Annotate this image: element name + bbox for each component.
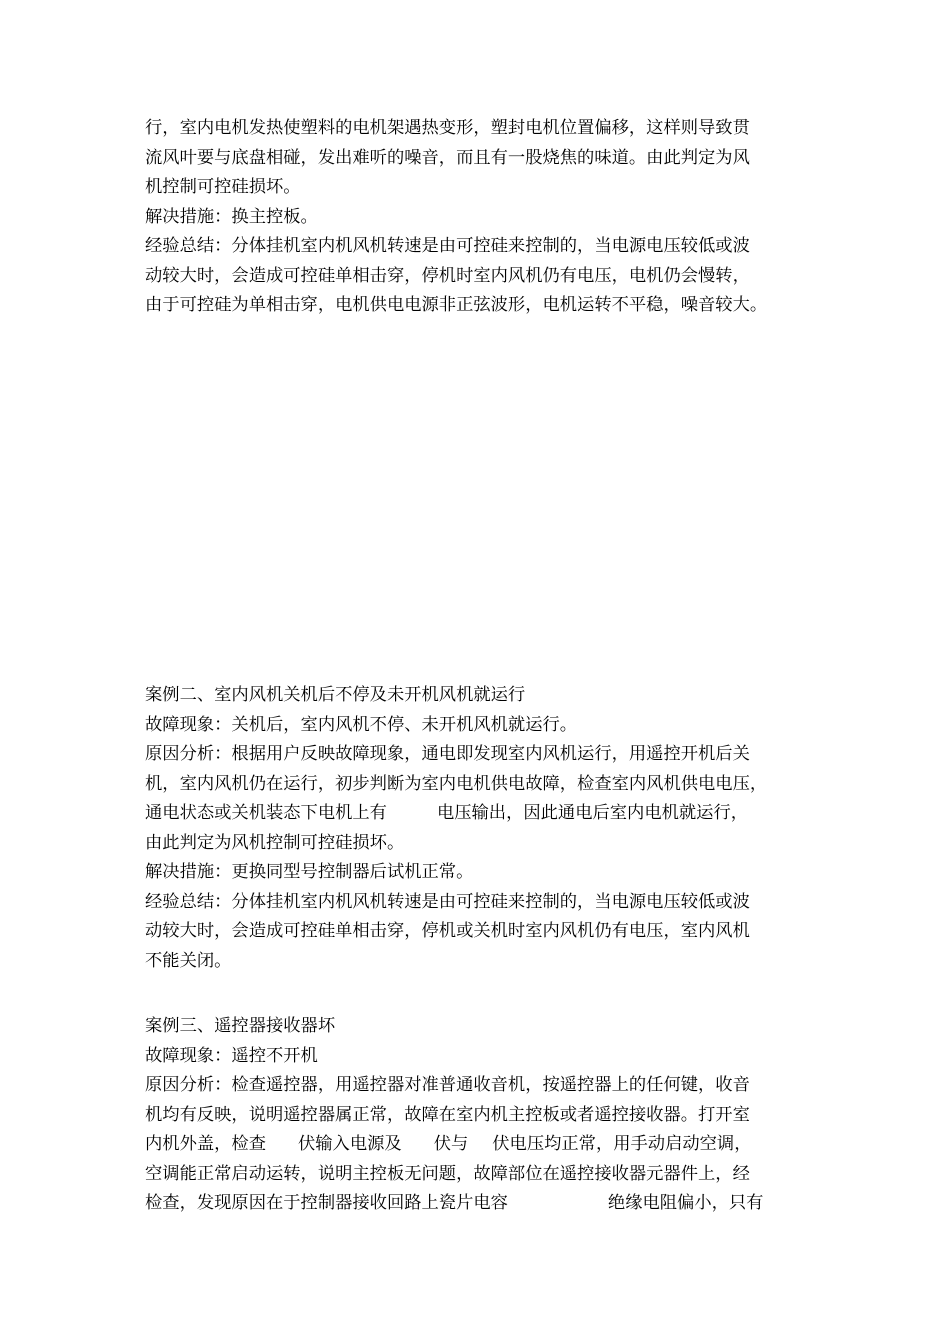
paragraph-line: 行，室内电机发热使塑料的电机架遇热变形，塑封电机位置偏移，这样则导致贯 bbox=[145, 118, 750, 138]
analysis-text: 伏电压均正常，用手动启动空调， bbox=[492, 1134, 752, 1154]
analysis-line: 机均有反映，说明遥控器属正常，故障在室内机主控板或者遥控接收器。打开室 bbox=[145, 1104, 750, 1125]
analysis-line: 原因分析：检查遥控器，用遥控器对准普通收音机，按遥控器上的任何键，收音 bbox=[145, 1075, 750, 1095]
section-case-3 bbox=[145, 1012, 815, 1219]
summary-line: 动较大时，会造成可控硅单相击穿，停机时室内风机仍有电压，电机仍会慢转， bbox=[145, 265, 750, 286]
case-title: 案例二、室内风机关机后不停及未开机风机就运行 bbox=[145, 685, 526, 705]
analysis-line bbox=[145, 1130, 815, 1160]
paragraph-line: 流风叶要与底盘相碰，发出难听的噪音，而且有一股烧焦的味道。由此判定为风 bbox=[145, 147, 750, 168]
solution-line: 解决措施：换主控板。 bbox=[145, 206, 318, 227]
analysis-text: 伏与 bbox=[433, 1134, 469, 1154]
summary-line: 经验总结：分体挂机室内机风机转速是由可控硅来控制的，当电源电压较低或波 bbox=[145, 236, 750, 256]
summary-line: 动较大时，会造成可控硅单相击穿，停机或关机时室内风机仍有电压，室内风机 bbox=[145, 921, 750, 941]
analysis-text: 电压输出，因此通电后室内电机就运行， bbox=[436, 803, 749, 823]
symptom-line: 故障现象：遥控不开机 bbox=[145, 1045, 318, 1066]
analysis-line bbox=[145, 1189, 815, 1219]
analysis-line: 原因分析：根据用户反映故障现象，通电即发现室内风机运行，用遥控开机后关 bbox=[145, 744, 750, 764]
analysis-text: 检查，发现原因在于控制器接收回路上瓷片电容 bbox=[145, 1193, 508, 1213]
section-1-continued bbox=[145, 114, 815, 321]
summary-line: 经验总结：分体挂机室内机风机转速是由可控硅来控制的，当电源电压较低或波 bbox=[145, 891, 750, 912]
analysis-line: 空调能正常启动运转，说明主控板无问题，故障部位在遥控接收器元器件上，经 bbox=[145, 1163, 750, 1184]
symptom-line: 故障现象：关机后，室内风机不停、未开机风机就运行。 bbox=[145, 714, 578, 735]
analysis-text: 伏输入电源及 bbox=[297, 1134, 402, 1154]
solution-line: 解决措施：更换同型号控制器后试机正常。 bbox=[145, 862, 474, 882]
analysis-text: 通电状态或关机装态下电机上有 bbox=[145, 803, 387, 823]
analysis-text: 绝缘电阻偏小，只有 bbox=[607, 1193, 764, 1213]
analysis-line: 由此判定为风机控制可控硅损坏。 bbox=[145, 832, 405, 853]
summary-line: 由于可控硅为单相击穿，电机供电电源非正弦波形，电机运转不平稳，噪音较大。 bbox=[145, 295, 768, 315]
analysis-text: 内机外盖，检查 bbox=[145, 1134, 266, 1154]
summary-line: 不能关闭。 bbox=[145, 950, 232, 971]
analysis-line bbox=[145, 799, 815, 829]
section-case-2 bbox=[145, 681, 815, 976]
analysis-line: 机，室内风机仍在运行，初步判断为室内电机供电故障，检查室内风机供电电压， bbox=[145, 773, 768, 794]
paragraph-line: 机控制可控硅损坏。 bbox=[145, 177, 301, 197]
case-title: 案例三、遥控器接收器坏 bbox=[145, 1016, 336, 1036]
